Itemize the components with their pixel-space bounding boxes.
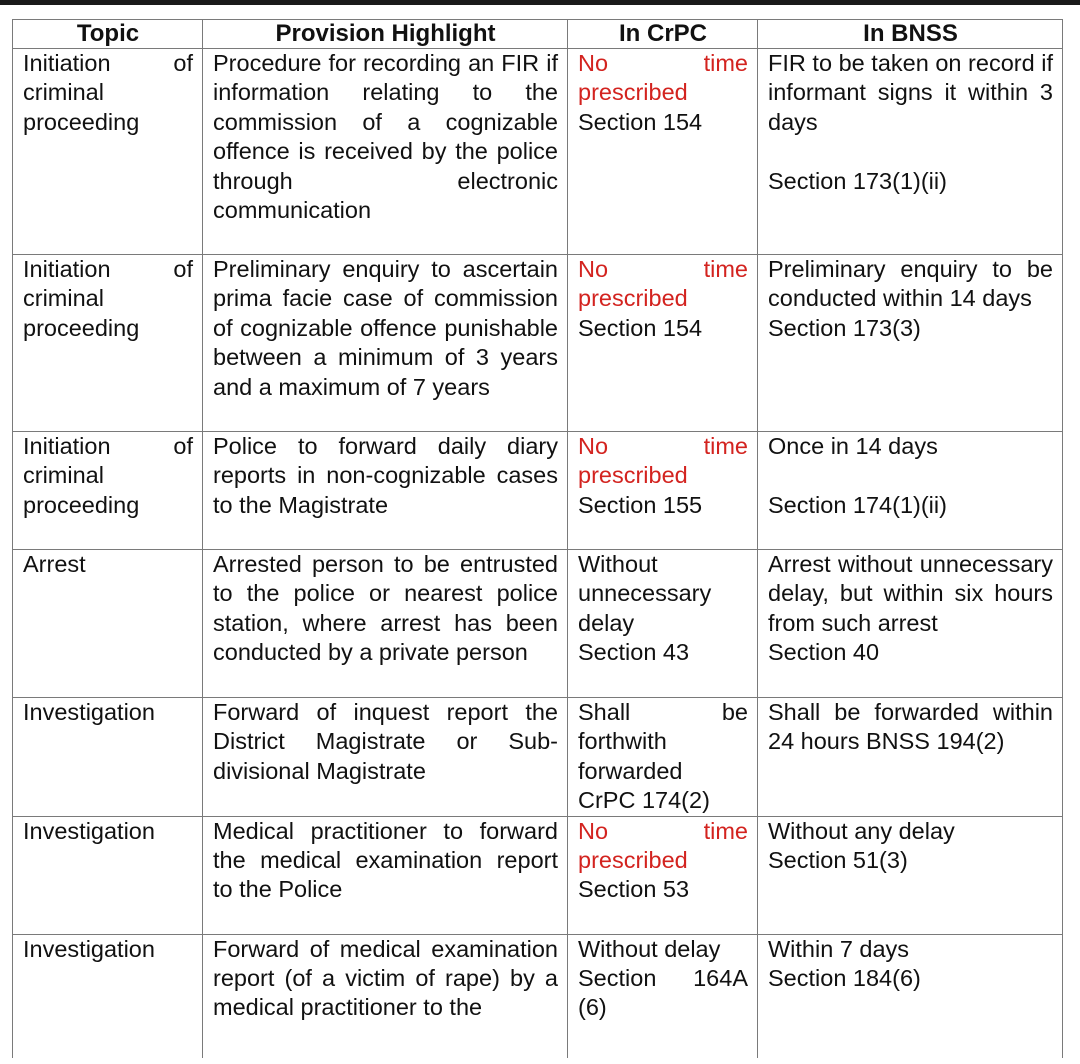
header-row bbox=[13, 20, 1063, 49]
comparison-table bbox=[12, 19, 1063, 1058]
crpc-section: CrPC 174(2) bbox=[578, 787, 710, 814]
topic-cell: Arrest bbox=[13, 550, 203, 698]
crpc-cell bbox=[568, 255, 758, 432]
crpc-note: No time prescribed bbox=[578, 256, 748, 312]
bnss-text: Shall be forwarded within 24 hours BNSS 194(2) bbox=[768, 699, 1053, 755]
topic-cell: Investigation bbox=[13, 698, 203, 817]
top-border-bar bbox=[0, 0, 1080, 5]
bnss-text: FIR to be taken on record if informant signs it within 3 days bbox=[768, 50, 1053, 135]
table-row bbox=[13, 550, 1063, 698]
topic-cell: Investigation bbox=[13, 816, 203, 934]
crpc-cell bbox=[568, 816, 758, 934]
crpc-section: Section 53 bbox=[578, 876, 690, 903]
crpc-section: Section 43 bbox=[578, 639, 690, 666]
header-provision-highlight: Provision Highlight bbox=[203, 20, 568, 49]
crpc-section: Section 154 bbox=[578, 314, 703, 341]
table-row bbox=[13, 934, 1063, 1058]
provision-cell: Forward of inquest report the District Magistrate or Sub-divisional Magistrate bbox=[203, 698, 568, 817]
bnss-cell bbox=[758, 698, 1063, 817]
crpc-note: No time prescribed bbox=[578, 433, 748, 489]
bnss-cell bbox=[758, 432, 1063, 550]
bnss-cell bbox=[758, 255, 1063, 432]
crpc-cell bbox=[568, 432, 758, 550]
crpc-cell bbox=[568, 934, 758, 1058]
bnss-text: Without any delay bbox=[768, 817, 955, 844]
bnss-cell bbox=[758, 550, 1063, 698]
table-row bbox=[13, 816, 1063, 934]
bnss-section: Section 174(1)(ii) bbox=[768, 491, 947, 518]
bnss-text: Arrest without unnecessary delay, but within six hours from such arrest bbox=[768, 551, 1053, 636]
bnss-section: Section 40 bbox=[768, 639, 880, 666]
header-in-bnss: In BNSS bbox=[758, 20, 1063, 49]
crpc-section: Section 154 bbox=[578, 108, 703, 135]
header-topic: Topic bbox=[13, 20, 203, 49]
provision-cell: Medical practitioner to forward the medical examination report to the Police bbox=[203, 816, 568, 934]
bnss-section: Section 184(6) bbox=[768, 965, 921, 992]
provision-cell: Forward of medical examination report (of a victim of rape) by a medical practitioner to the bbox=[203, 934, 568, 1058]
crpc-cell bbox=[568, 698, 758, 817]
table-row bbox=[13, 49, 1063, 255]
topic-cell: Initiation of criminal proceeding bbox=[13, 49, 203, 255]
provision-cell: Arrested person to be entrusted to the police or nearest police station, where arrest has been conducted by a private person bbox=[203, 550, 568, 698]
provision-cell: Procedure for recording an FIR if information relating to the commission of a cognizable offence is received by the police through electronic communication bbox=[203, 49, 568, 255]
table-row bbox=[13, 255, 1063, 432]
crpc-note: Without delay bbox=[578, 935, 721, 962]
crpc-note: Shall be forthwith forwarded bbox=[578, 699, 748, 784]
bnss-cell bbox=[758, 816, 1063, 934]
bnss-section: Section 173(3) bbox=[768, 314, 921, 341]
bnss-text: Within 7 days bbox=[768, 935, 910, 962]
table-row bbox=[13, 698, 1063, 817]
topic-cell: Investigation bbox=[13, 934, 203, 1058]
bnss-section: Section 51(3) bbox=[768, 847, 908, 874]
bnss-section: Section 173(1)(ii) bbox=[768, 167, 947, 194]
provision-cell: Preliminary enquiry to ascertain prima facie case of commission of cognizable offence punishable between a minimum of 3 years and a maximum of 7 years bbox=[203, 255, 568, 432]
crpc-cell bbox=[568, 49, 758, 255]
bnss-text: Preliminary enquiry to be conducted within 14 days bbox=[768, 256, 1053, 312]
crpc-note: No time prescribed bbox=[578, 817, 748, 874]
provision-cell: Police to forward daily diary reports in non-cognizable cases to the Magistrate bbox=[203, 432, 568, 550]
bnss-cell bbox=[758, 934, 1063, 1058]
bnss-cell bbox=[758, 49, 1063, 255]
crpc-section: Section 164A (6) bbox=[578, 965, 748, 1021]
topic-cell: Initiation of criminal proceeding bbox=[13, 432, 203, 550]
topic-cell: Initiation of criminal proceeding bbox=[13, 255, 203, 432]
crpc-section: Section 155 bbox=[578, 491, 703, 518]
crpc-note: No time prescribed bbox=[578, 50, 748, 106]
crpc-cell bbox=[568, 550, 758, 698]
header-in-crpc: In CrPC bbox=[568, 20, 758, 49]
crpc-note: Without unnecessary delay bbox=[578, 551, 712, 636]
table-row bbox=[13, 432, 1063, 550]
bnss-text: Once in 14 days bbox=[768, 433, 938, 459]
